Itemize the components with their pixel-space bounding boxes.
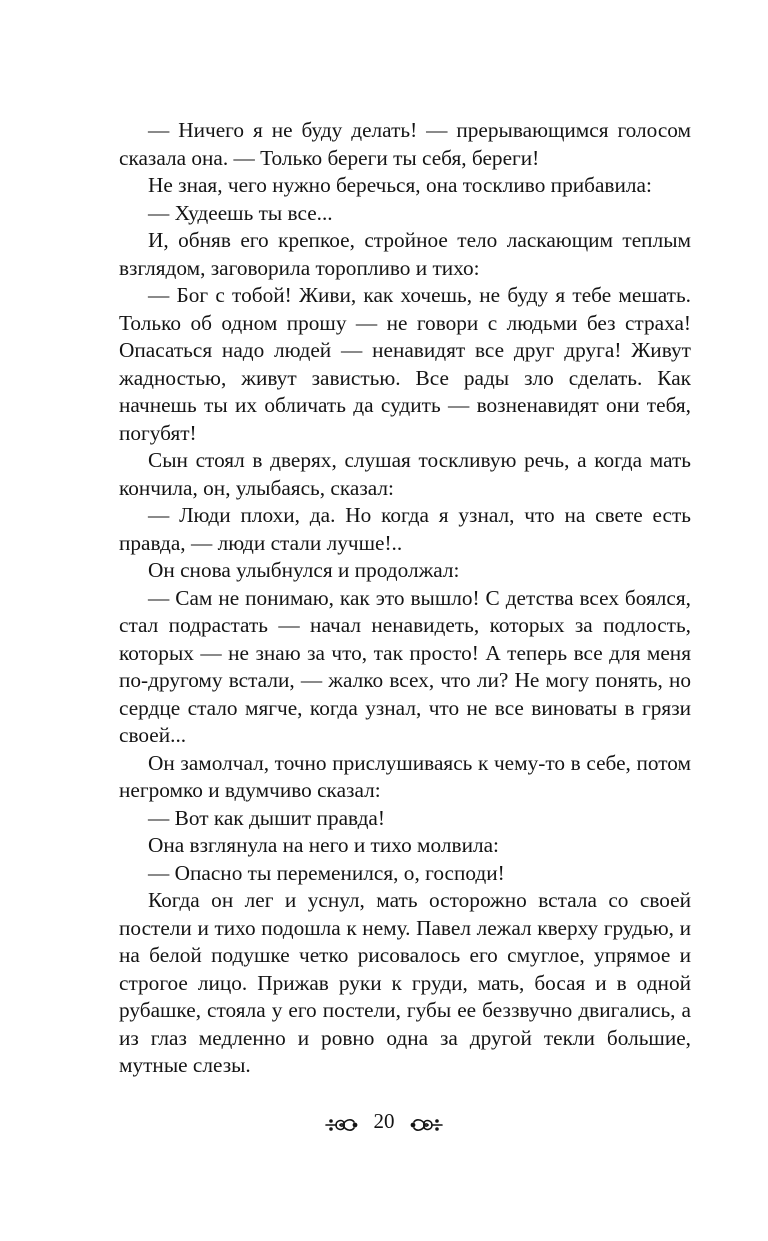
- paragraph-7: — Люди плохи, да. Но когда я узнал, что на свете есть правда, — люди стали лучше!..: [119, 503, 691, 555]
- page-body: [119, 117, 691, 1080]
- paragraph-11: — Вот как дышит правда!: [148, 805, 385, 830]
- paragraph-10: Он замолчал, точно прислушиваясь к чему-то в себе, потом негромко и вдумчиво сказал:: [119, 750, 691, 802]
- paragraph-9: — Сам не понимаю, как это вышло! С детства всех боялся, стал подрастать — начал ненавидеть, которых за подлость, которых — не знаю за что, так просто! А теперь все для меня по-другому встали, — жалко всех, что ли? Не могу понять, но сердце стало мягче, когда узнал, что не все виноваты в грязи своей...: [119, 585, 691, 747]
- right-flourish-icon: [410, 1112, 444, 1130]
- paragraph-1: — Ничего я не буду делать! — прерывающимся голосом сказала она. — Только береги ты себя, береги!: [119, 118, 691, 170]
- paragraph-14: Когда он лег и уснул, мать осторожно встала со своей постели и тихо подошла к нему. Павел лежал кверху грудью, и на белой подушке четко рисовалось его смуглое, упрямое и строгое лицо. Прижав руки к груди, мать, босая и в одной рубашке, стояла у его постели, губы ее беззвучно двигались, а из глаз медленно и ровно одна за другой текли большие, мутные слезы.: [119, 888, 691, 1077]
- paragraph-4: И, обняв его крепкое, стройное тело ласкающим теплым взглядом, заговорила торопливо и тихо:: [119, 228, 691, 280]
- paragraph-8: Он снова улыбнулся и продолжал:: [148, 558, 460, 582]
- page-number: 20: [373, 1109, 395, 1134]
- paragraph-12: Она взглянула на него и тихо молвила:: [148, 833, 499, 857]
- paragraph-2: Не зная, чего нужно беречься, она тоскливо прибавила:: [148, 173, 652, 197]
- paragraph-3: — Худеешь ты все...: [148, 200, 333, 225]
- paragraph-6: Сын стоял в дверях, слушая тоскливую речь, а когда мать кончила, он, улыбаясь, сказал:: [119, 448, 691, 500]
- paragraph-5: — Бог с тобой! Живи, как хочешь, не буду я тебе мешать. Только об одном прошу — не говори с людьми без страха! Опасаться надо людей — ненавидят все друг друга! Живут жадностью, живут завистью. Все рады зло сделать. Как начнешь ты их обличать да судить — возненавидят они тебя, погубят!: [119, 283, 691, 445]
- page-footer: [0, 1104, 768, 1136]
- paragraph-13: — Опасно ты переменился, о, господи!: [148, 860, 505, 885]
- left-flourish-icon: [324, 1112, 358, 1130]
